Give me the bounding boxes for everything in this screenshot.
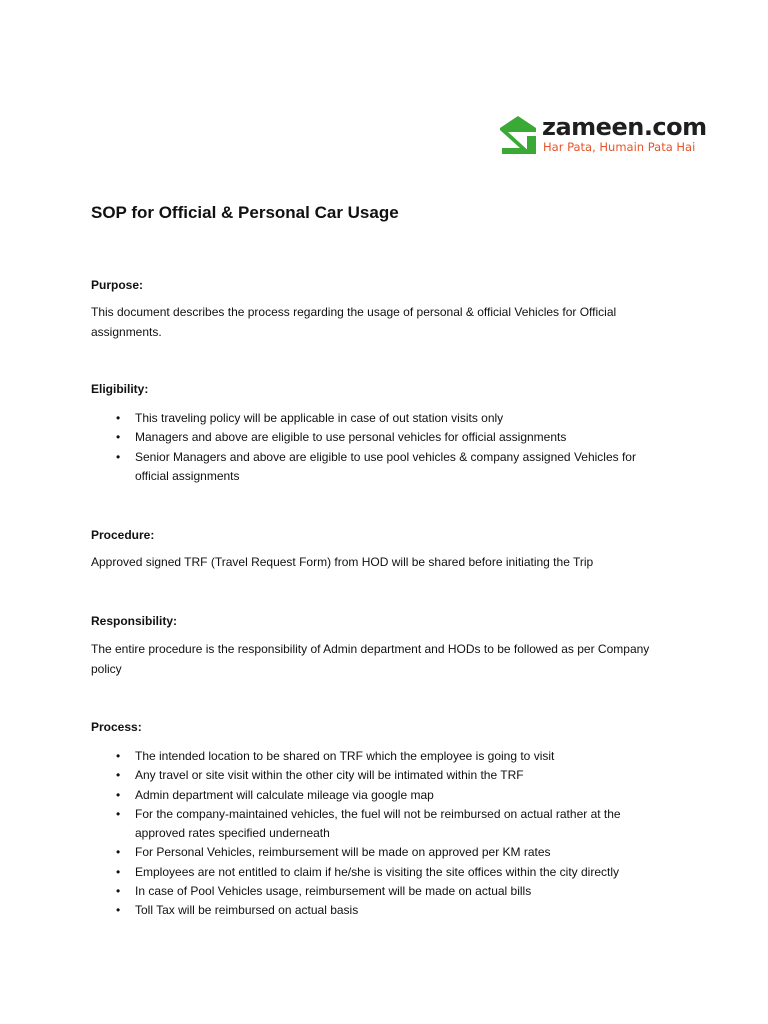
list-item: • Admin department will calculate mileage via google map: [91, 786, 671, 805]
list-item: • This traveling policy will be applicable in case of out station visits only: [91, 409, 671, 428]
logo-tagline: Har Pata, Humain Pata Hai: [543, 140, 696, 154]
responsibility-text: The entire procedure is the responsibility of Admin department and HODs to be followed as per Company policy: [91, 642, 650, 676]
bullet-icon: •: [116, 903, 121, 918]
list-item: • In case of Pool Vehicles usage, reimbursement will be made on actual bills: [91, 882, 671, 901]
purpose-heading: Purpose:: [91, 278, 144, 292]
bullet-icon: •: [116, 749, 121, 763]
list-item: • For the company-maintained vehicles, the fuel will not be reimbursed on actual rather at the approved rates specified underneath: [116, 806, 621, 841]
list-item: • Toll Tax will be reimbursed on actual basis: [91, 901, 671, 920]
bullet-icon: •: [116, 806, 121, 821]
responsibility-heading: Responsibility:: [91, 614, 178, 628]
list-item: • Any travel or site visit within the other city will be intimated within the TRF: [91, 766, 671, 785]
logo-wordmark: zameen.com: [542, 113, 707, 141]
bullet-icon: •: [116, 449, 121, 464]
list-item: • For Personal Vehicles, reimbursement will be made on approved per KM rates: [91, 843, 671, 862]
bullet-icon: •: [116, 411, 121, 425]
bullet-icon: •: [116, 845, 121, 860]
bullet-icon: •: [116, 864, 121, 879]
bullet-icon: •: [116, 768, 121, 783]
zameen-logo: [498, 112, 728, 160]
list-item: • The intended location to be shared on TRF which the employee is going to visit: [91, 747, 671, 766]
list-item: • Senior Managers and above are eligible to use pool vehicles & company assigned Vehicles for official assignments: [116, 449, 636, 483]
eligibility-list: [91, 409, 671, 486]
zameen-logo-icon: [498, 114, 538, 156]
purpose-text: This document describes the process regarding the usage of personal & official Vehicles for Official assignments.: [91, 305, 617, 339]
page-title: SOP for Official & Personal Car Usage: [91, 203, 399, 222]
procedure-text: Approved signed TRF (Travel Request Form) from HOD will be shared before initiating the Trip: [91, 555, 594, 569]
bullet-icon: •: [116, 430, 121, 445]
eligibility-heading: Eligibility:: [91, 382, 149, 396]
list-item: • Employees are not entitled to claim if he/she is visiting the site offices within the city directly: [91, 863, 671, 882]
process-heading: Process:: [91, 720, 142, 734]
bullet-icon: •: [116, 787, 121, 802]
process-list: [91, 747, 671, 921]
bullet-icon: •: [116, 884, 121, 899]
procedure-heading: Procedure:: [91, 528, 155, 542]
list-item: • Managers and above are eligible to use personal vehicles for official assignments: [91, 428, 671, 447]
